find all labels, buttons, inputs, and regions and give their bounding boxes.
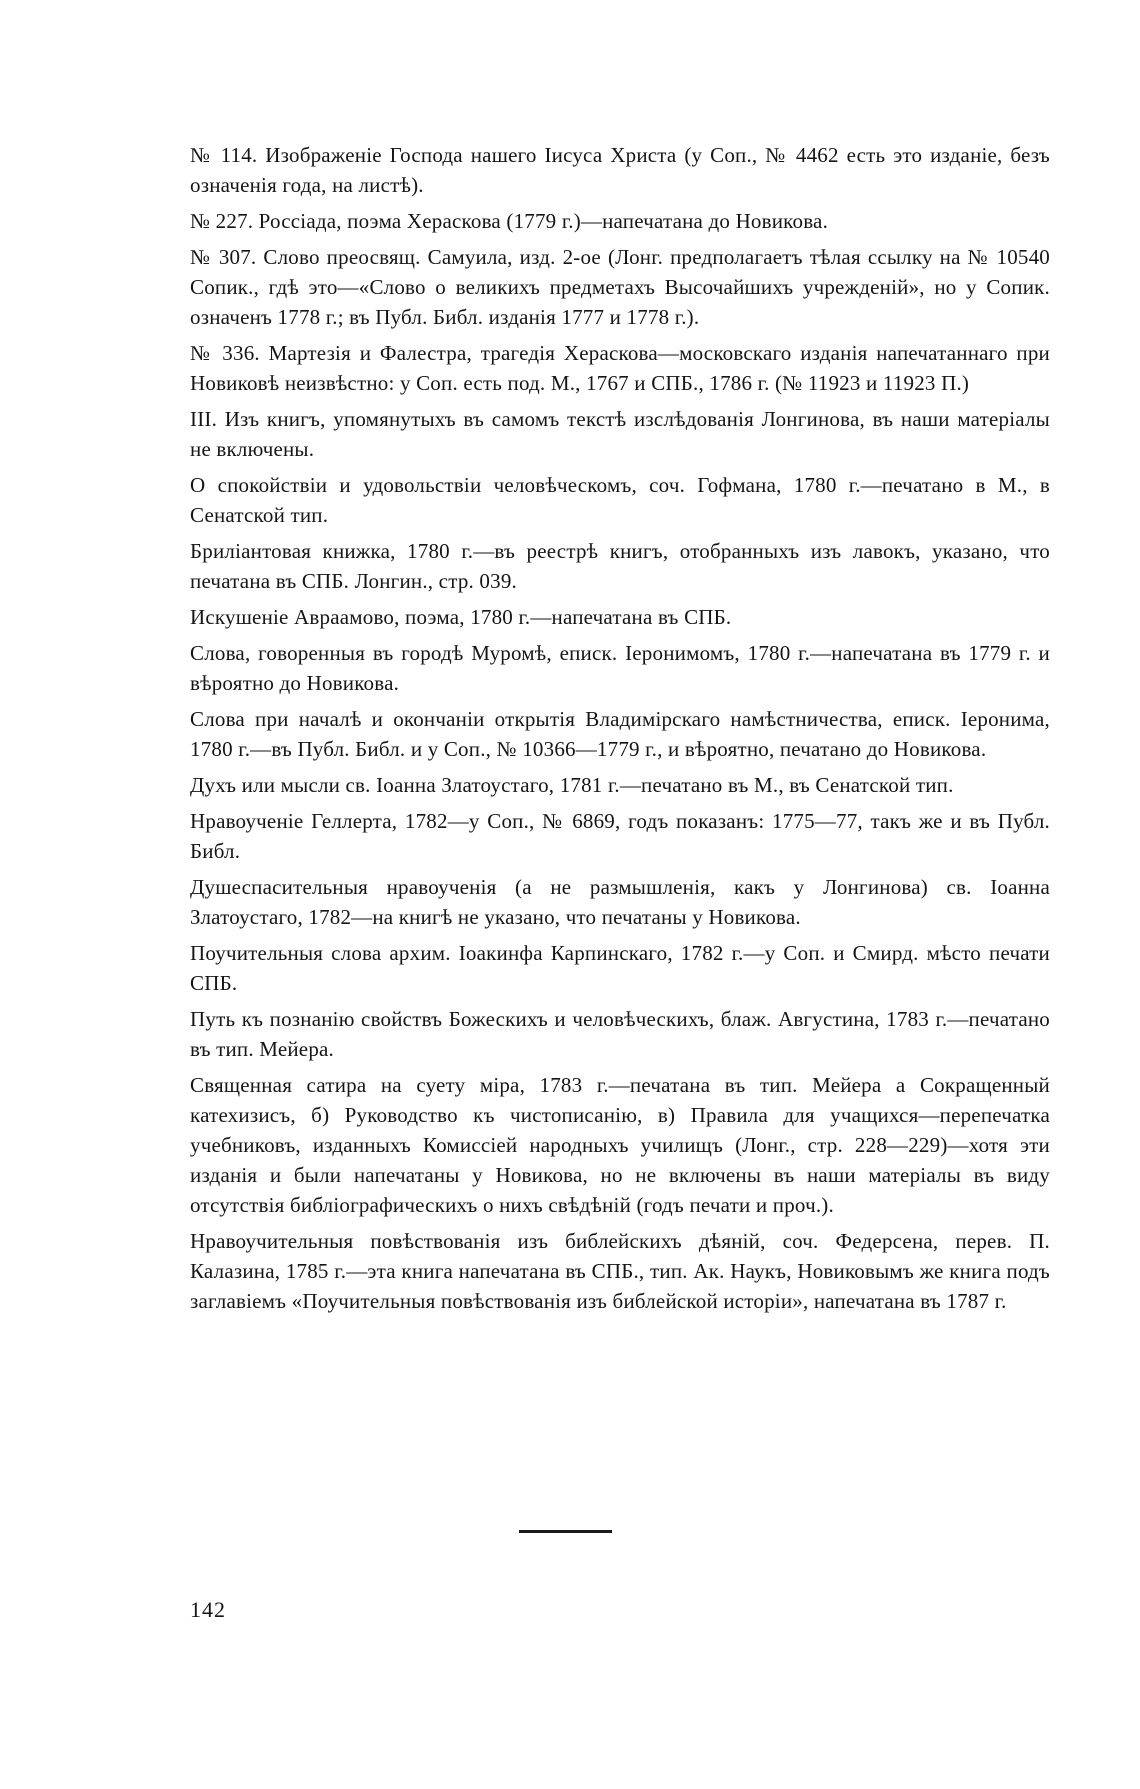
paragraph-nravouchitelnyya: Нравоучительныя повѣствованія изъ библейскихъ дѣяній, соч. Федерсена, перев. П. Калазина, 1785 г.—эта книга напечатана въ СПБ., тип. Ак. Наукъ, Новиковымъ же книга подъ заглавіемъ «Поучительныя повѣствованія изъ библейской исторіи», напечатана въ 1787 г.	[190, 1229, 1050, 1313]
main-text	[190, 140, 1050, 1322]
paragraph-svyashchennaya: Священная сатира на суету міра, 1783 г.—печатана въ тип. Мейера а Сокращенный катехизисъ, б) Руководство къ чистописанію, в) Правила для учащихся—перепечатка учебниковъ, изданныхъ Комиссіей народныхъ училищъ (Лонг., стр. 228—229)—хотя эти изданія и были напечатаны у Новикова, но не включены въ наши матеріалы въ виду отсутствія библіографическихъ о нихъ свѣдѣній (годъ печати и проч.).	[190, 1073, 1050, 1217]
paragraph-slova-murom: Слова, говоренныя въ городѣ Муромѣ, епиcк. Іеронимомъ, 1780 г.—напечатана въ 1779 г. и вѣроятно до Новикова.	[190, 641, 1050, 695]
paragraph-spokoistvie: О спокойствіи и удовольствіи человѣческомъ, соч. Гофмана, 1780 г.—печатано в М., в Сенатской тип.	[190, 473, 1050, 527]
paragraph-iskushenie: Искушеніе Авраамово, поэма, 1780 г.—напечатана въ СПБ.	[190, 605, 732, 629]
paragraph-put: Путь къ познанію свойствъ Божескихъ и человѣческихъ, блаж. Августина, 1783 г.—печатано въ тип. Мейера.	[190, 1007, 1050, 1061]
paragraph-section-iii: III. Изъ книгъ, упомянутыхъ въ самомъ текстѣ изслѣдованія Лонгинова, въ наши матеріалы не включены.	[190, 407, 1050, 461]
paragraph-item-227: № 227. Россіада, поэма Хераскова (1779 г.)—напечатана до Новикова.	[190, 209, 829, 233]
page-number: 142	[190, 1597, 226, 1622]
paragraph-gellert: Нравоученіе Геллерта, 1782—у Соп., № 6869, годъ показанъ: 1775—77, такъ же и въ Публ. Библ.	[190, 809, 1050, 863]
paragraph-item-307: № 307. Слово преосвящ. Самуила, изд. 2-ое (Лонг. предполагаетъ тѣлая ссылку на № 10540 Сопик., гдѣ это—«Слово о великихъ предметахъ Высочайшихъ учрежденій», но у Сопик. означенъ 1778 г.; въ Публ. Библ. изданія 1777 и 1778 г.).	[190, 245, 1050, 329]
paragraph-item-336: № 336. Мартезія и Фалестра, трагедія Хераскова—московскаго изданія напечатаннаго при Новиковѣ неизвѣстно: у Соп. есть под. М., 1767 и СПБ., 1786 г. (№ 11923 и 11923 П.)	[190, 341, 1050, 395]
paragraph-pouchitelnyya: Поучительныя слова архим. Іоакинфа Карпинскаго, 1782 г.—у Соп. и Смирд. мѣсто печати СПБ.	[190, 941, 1050, 995]
paragraph-dukh: Духъ или мысли св. Іоанна Златоустаго, 1781 г.—печатано въ М., въ Сенатской тип.	[190, 773, 954, 797]
paragraph-slova-vladimir: Слова при началѣ и окончаніи открытія Владимірскаго намѣстничества, еписк. Іеронима, 1780 г.—въ Публ. Библ. и у Соп., № 10366—1779 г., и вѣроятно, печатано до Новикова.	[190, 707, 1050, 761]
paragraph-dusheспасительныя: Душеспасительныя нравоученія (а не размышленія, какъ у Лонгинова) св. Іоанна Златоустаго, 1782—на книгѣ не указано, что печатаны у Новикова.	[190, 875, 1050, 929]
paragraph-item-114: № 114. Изображеніе Господа нашего Іисуса Христа (у Соп., № 4462 есть это изданіе, безъ означенія года, на листѣ).	[190, 143, 1050, 197]
paragraph-briliantovaya: Бриліантовая книжка, 1780 г.—въ реестрѣ книгъ, отобранныхъ изъ лавокъ, указано, что печатана въ СПБ. Лонгин., стр. 039.	[190, 539, 1050, 593]
section-divider	[519, 1530, 612, 1533]
